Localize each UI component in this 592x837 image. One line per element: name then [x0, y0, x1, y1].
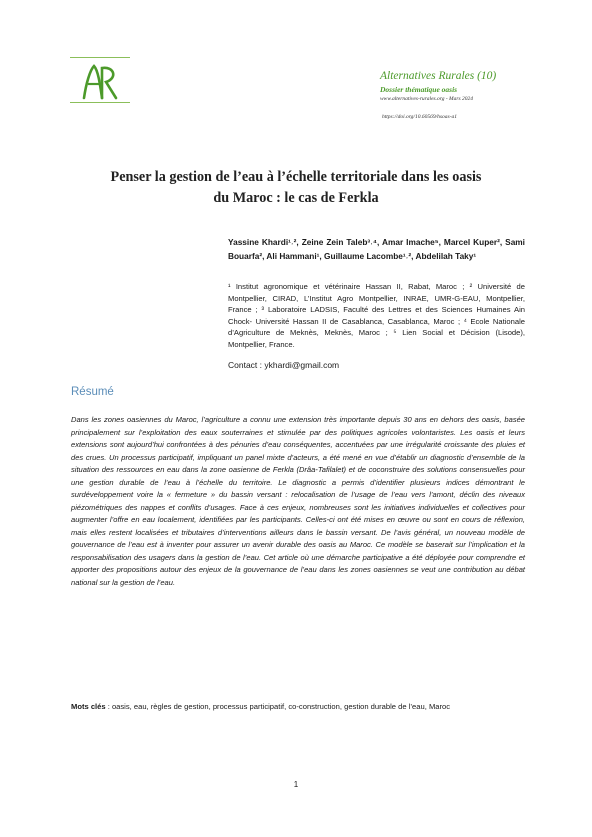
author-list: Yassine Khardi¹˒², Zeine Zein Taleb³˒⁴, Amar Imache⁵, Marcel Kuper², Sami Bouarfa², Ali Hammani¹, Guillaume Lacombe¹˒², Abdelilah Taky¹: [228, 237, 525, 261]
keywords: [71, 700, 525, 713]
journal-subtitle: Dossier thématique oasis: [380, 85, 458, 94]
title-line-1: Penser la gestion de l’eau à l’échelle territoriale dans les oasis: [110, 169, 482, 185]
keywords-list: : oasis, eau, règles de gestion, processus participatif, co-construction, gestion durable de l’eau, Maroc: [105, 702, 451, 711]
abstract-text: Dans les zones oasiennes du Maroc, l’agriculture a connu une extension très importante depuis 30 ans en dehors des oasis, basée principalement sur l’exploitation des eaux souterraines et stimulée par des politiques agricoles volontaristes. Les oasis et leurs extensions sont aujourd’hui confrontées à des pénuries d’eau conséquentes, accentuées par une irrégularité croissante des pluies et des crues. Un processus participatif, impliquant un panel mixte d’acteurs, a été mené en vue d’établir un diagnostic d’ensemble de la situation des ressources en eau dans la zone oasienne de Ferkla (Drâa-Tafilalet) et de coconstruire des solutions consensuelles pour une gestion durable de l’eau à l’échelle du territoire. Le diagnostic a permis d’identifier plusieurs indices démontrant le surdéveloppement voire la « fermeture » du bassin versant : relocalisation de l’usage de l’eau vers l’amont, déclin des niveaux piézométriques des nappes et conflits d’usages. Face à ces enjeux, nombreuses sont les initiatives individuelles et collectives pour augmenter l’offre en eau localement, identifiées par les participants. Celles-ci ont été mises en œuvre ou sont en cours de réflexion, mais elles restent localisées et tributaires d’interventions ailleurs dans le bassin versant. De l’avis général, un nouveau modèle de gouvernance de l’eau est à inventer pour assurer un avenir durable des oasis au Maroc. Ce modèle se baserait sur l’implication et la responsabilisation des usagers dans la gestion de l’eau. Cet article où une démarche participative a été déployée pour comprendre et apporter des propositions autour des enjeux de la gouvernance de l’eau dans les zones oasiennes se veut une contribution au débat national sur la gestion de l’eau.: [71, 415, 525, 587]
keywords-label: Mots clés: [71, 702, 106, 711]
journal-logo: [70, 54, 130, 106]
affiliations: ¹ Institut agronomique et vétérinaire Hassan II, Rabat, Maroc ; ² Université de Montpellier, CIRAD, L’Institut Agro Montpellier, INRAE, UMR-G-EAU, Montpellier, France ; ³ Laboratoire LADSIS, Faculté des Lettres et des Sciences Humaines Ain Chock- Université Hassan II de Casablanca, Casablanca, Maroc ; ⁴ Ecole Nationale d’Agriculture de Meknès, Meknès, Maroc ; ⁵ Lien Social et Décision (Lisode), Montpellier, France.: [228, 282, 525, 349]
logo-bottom-rule: [70, 102, 130, 103]
article-title: [60, 167, 532, 209]
resume-heading: Résumé: [71, 386, 114, 398]
page-number: 1: [293, 780, 299, 789]
journal-url: www.alternatives-rurales.org - Mars 2024: [380, 96, 474, 102]
title-line-2: du Maroc : le cas de Ferkla: [213, 190, 379, 206]
doi-link[interactable]: https://doi.org/10.60569/hsoas-a1: [382, 114, 457, 120]
contact-email[interactable]: Contact : ykhardi@gmail.com: [228, 360, 340, 370]
journal-name: Alternatives Rurales (10): [380, 70, 497, 82]
